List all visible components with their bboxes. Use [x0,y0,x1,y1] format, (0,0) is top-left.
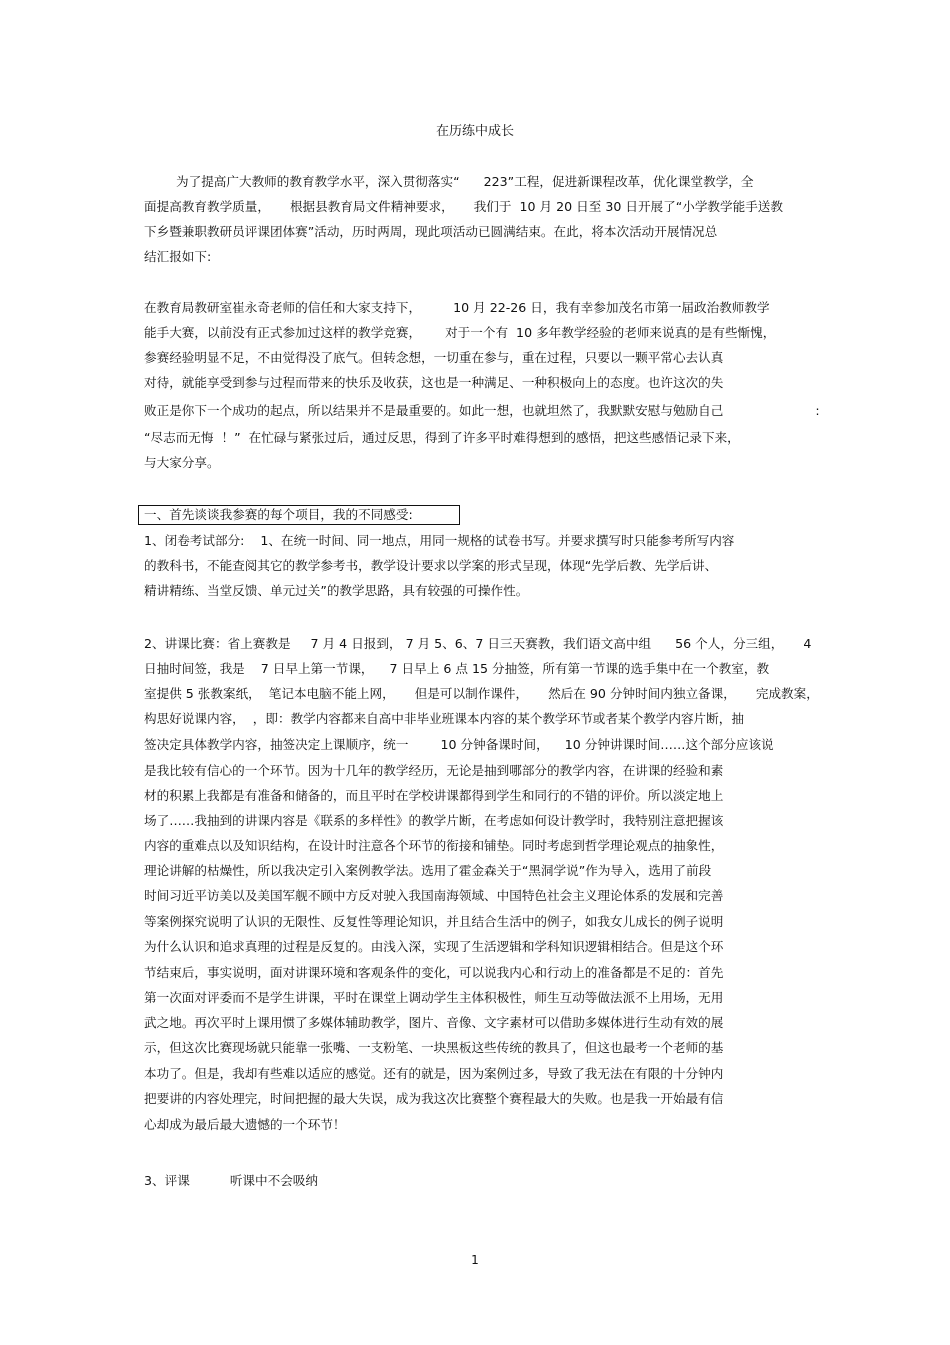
paragraph-line: 为什么认识和追求真理的过程是反复的。由浅入深，实现了生活逻辑和学科知识逻辑相结合。但是这个环 [144,939,724,954]
paragraph-line: 下乡暨兼职教研员评课团体赛”活动，历时两周，现此项活动已圆满结束。在此，将本次活动开展情况总 [144,224,718,239]
paragraph-line: 时间习近平访美以及美国军舰不顾中方反对驶入我国南海领域、中国特色社会主义理论体系的发展和完善 [144,888,724,903]
paragraph-line: 参赛经验明显不足，不由觉得没了底气。但转念想，一切重在参与，重在过程，只要以一颗平常心去认真 [144,350,724,365]
paragraph-line: 第一次面对评委而不是学生讲课，平时在课堂上调动学生主体积极性，师生互动等做法派不上用场，无用 [144,990,724,1005]
paragraph-line: 材的积累上我都是有准备和储备的，而且平时在学校讲课都得到学生和同行的不错的评价。所以淡定地上 [144,788,724,803]
paragraph-line: 的教科书，不能查阅其它的教学参考书，教学设计要求以学案的形式呈现，体现“先学后教、先学后讲、 [144,558,718,573]
paragraph-line: 把要讲的内容处理完，时间把握的最大失误，成为我这次比赛整个赛程最大的失败。也是我一开始最有信 [144,1091,724,1106]
document-title: 在历练中成长 [435,124,514,139]
section-heading: 一、首先谈谈我参赛的每个项目，我的不同感受: [144,507,413,522]
paragraph-line: 本功了。但是，我却有些难以适应的感觉。还有的就是，因为案例过多，导致了我无法在有限的十分钟内 [144,1066,724,1081]
paragraph-line: 精讲精练、当堂反馈、单元过关”的教学思路，具有较强的可操作性。 [144,583,529,598]
paragraph-line: 武之地。再次平时上课用惯了多媒体辅助教学，图片、音像、文字素材可以借助多媒体进行生动有效的展 [144,1015,724,1030]
paragraph-line: 签决定具体教学内容，抽签决定上课顺序，统一 10 分钟备课时间， 10 分钟讲课时间……这个部分应该说 [144,737,774,752]
paragraph-line: 能手大赛，以前没有正式参加过这样的教学竞赛， 对于一个有 10 多年教学经验的老师来说真的是有些惭愧， [144,325,776,340]
paragraph-line: 3、评课 听课中不会吸纳 [144,1173,318,1188]
paragraph-line: 结汇报如下: [144,249,212,264]
paragraph-line: 示，但这次比赛现场就只能靠一张嘴、一支粉笔、一块黑板这些传统的教具了，但这也最考一个老师的基 [144,1040,724,1055]
paragraph-line: 理论讲解的枯燥性，所以我决定引入案例教学法。选用了霍金森关于“黑洞学说”作为导入，选用了前段 [144,863,712,878]
paragraph-line: 2、讲课比赛：省上赛教是 7 月 4 日报到， 7 月 5、6、7 日三天赛教，我们语文高中组 56 个人，分三组， 4 [144,636,812,651]
paragraph-line: 对待，就能享受到参与过程而带来的快乐及收获，这也是一种满足、一种积极向上的态度。也许这次的失 [144,375,724,390]
paragraph-line: 与大家分享。 [144,455,220,470]
paragraph-line: 心却成为最后最大遗憾的一个环节！ [144,1117,346,1132]
paragraph-line: “尽志而无悔 ！” 在忙碌与紧张过后，通过反思，得到了许多平时难得想到的感悟，把这些感悟记录下来， [144,430,740,445]
paragraph-line: 内容的重难点以及知识结构，在设计时注意各个环节的衔接和铺垫。同时考虑到哲学理论观点的抽象性， [144,838,724,853]
paragraph-line: 等案例探究说明了认识的无限性、反复性等理论知识，并且结合生活中的例子，如我女儿成长的例子说明 [144,914,724,929]
paragraph-line: 室提供 5 张教案纸， 笔记本电脑不能上网， 但是可以制作课件， 然后在 90 分钟时间内独立备课， 完成教案， [144,686,819,701]
paragraph-line: 日抽时间签，我是 7 日早上第一节课， 7 日早上 6 点 15 分抽签，所有第一节课的选手集中在一个教室，教 [144,661,770,676]
paragraph-line: 败正是你下一个成功的起点，所以结果并不是最重要的。如此一想，也就坦然了，我默默安慰与勉励自己 : [144,403,820,418]
paragraph-line: 在教育局教研室崔永奇老师的信任和大家支持下， 10 月 22-26 日，我有幸参加茂名市第一届政治教师教学 [144,300,770,315]
paragraph-line: 面提高教育教学质量， 根据县教育局文件精神要求， 我们于 10 月 20 日至 30 日开展了“小学教学能手送教 [144,199,783,214]
paragraph-line: 是我比较有信心的一个环节。因为十几年的教学经历，无论是抽到哪部分的教学内容，在讲课的经验和素 [144,763,724,778]
paragraph-line: 为了提高广大教师的教育教学水平，深入贯彻落实“ 223”工程，促进新课程改革，优化课堂教学，全 [144,174,754,189]
paragraph-line: 1、闭卷考试部分: 1、在统一时间、同一地点，用同一规格的试卷书写。并要求撰写时只能参考所写内容 [144,533,735,548]
page-number: 1 [471,1253,479,1267]
paragraph-line: 构思好说课内容， ，即：教学内容都来自高中非毕业班课本内容的某个教学环节或者某个教学内容片断，抽 [144,711,744,726]
paragraph-line: 节结束后，事实说明，面对讲课环境和客观条件的变化，可以说我内心和行动上的准备都是不足的：首先 [144,965,724,980]
paragraph-line: 场了……我抽到的讲课内容是《联系的多样性》的教学片断，在考虑如何设计教学时，我特别注意把握该 [144,813,724,828]
